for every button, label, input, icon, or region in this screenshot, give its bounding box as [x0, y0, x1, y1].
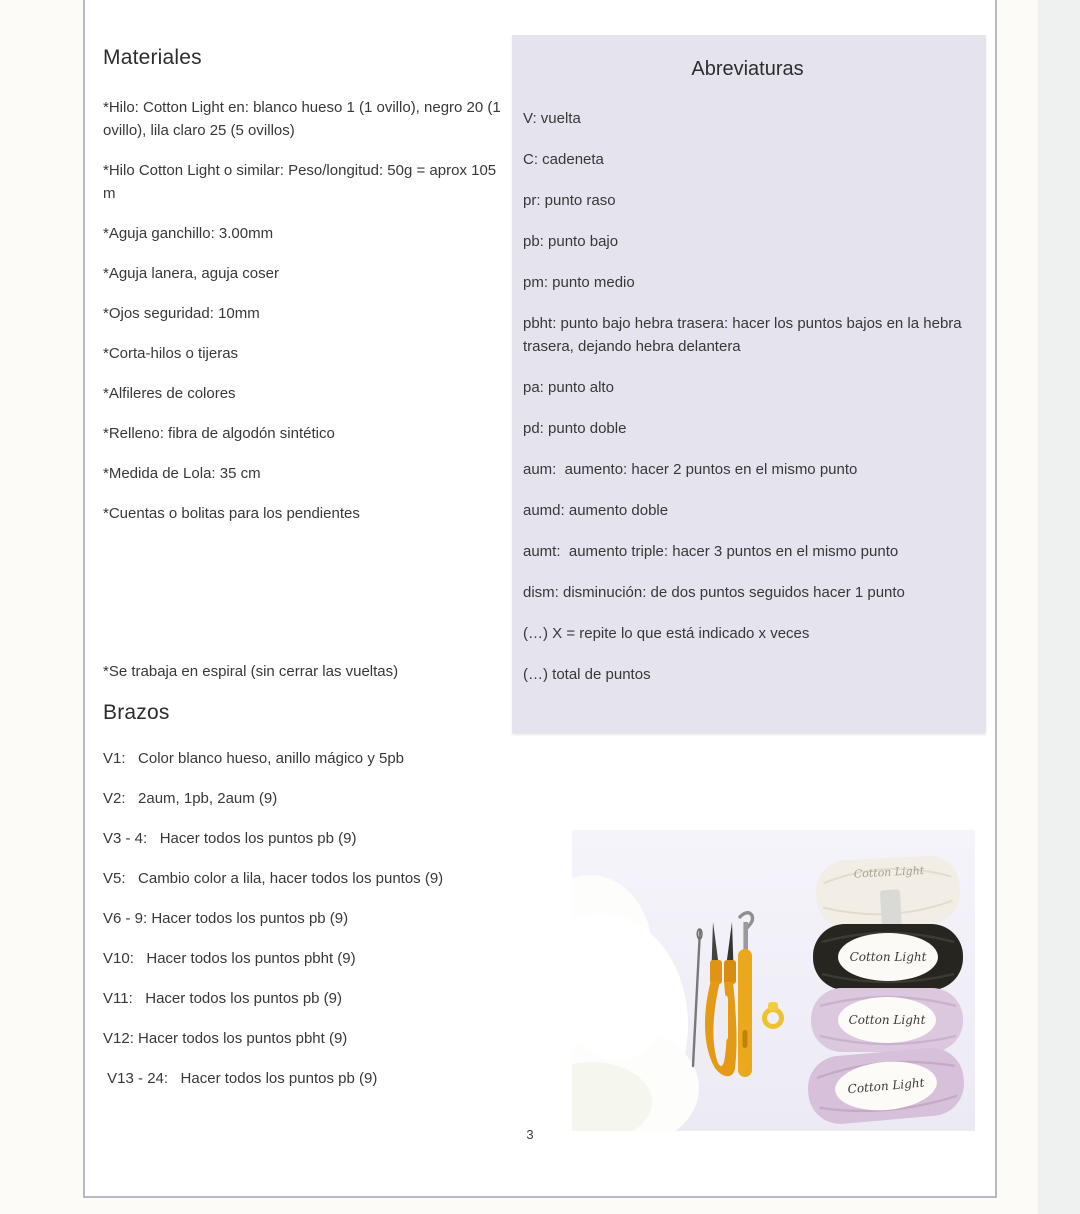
abbreviation-item: dism: disminución: de dos puntos seguidos hacer 1 punto — [523, 584, 905, 601]
material-item: *Aguja ganchillo: 3.00mm — [103, 225, 274, 242]
materials-photo — [572, 830, 975, 1131]
abbreviation-item: C: cadeneta — [523, 151, 604, 168]
arms-row: V13 - 24: Hacer todos los puntos pb (9) — [103, 1070, 378, 1087]
arms-row: V12: Hacer todos los puntos pbht (9) — [103, 1030, 348, 1047]
abbreviation-item: pa: punto alto — [523, 379, 614, 396]
viewer-background-band — [1038, 0, 1080, 1214]
arms-row: V10: Hacer todos los puntos pbht (9) — [103, 950, 356, 967]
material-item: *Alfileres de colores — [103, 385, 236, 402]
arms-row: V6 - 9: Hacer todos los puntos pb (9) — [103, 910, 349, 927]
material-item: *Aguja lanera, aguja coser — [103, 265, 279, 282]
arms-row: V2: 2aum, 1pb, 2aum (9) — [103, 790, 278, 807]
abbreviations-heading: Abreviaturas — [691, 58, 804, 80]
yarn-label: Cotton Light — [848, 1013, 926, 1027]
spiral-note: *Se trabaja en espiral (sin cerrar las vueltas) — [103, 663, 399, 680]
abbreviation-item: pm: punto medio — [523, 274, 635, 291]
abbreviation-item: pb: punto bajo — [523, 233, 619, 250]
yarn-skein-lilac-1 — [811, 988, 963, 1052]
material-item: *Cuentas o bolitas para los pendientes — [103, 505, 360, 522]
arms-heading: Brazos — [103, 701, 170, 724]
abbreviation-item: (…) total de puntos — [523, 666, 651, 683]
materials-section — [103, 46, 509, 1107]
yarn-label: Cotton Light — [849, 950, 927, 964]
abbreviation-item: aumt: aumento triple: hacer 3 puntos en el mismo punto — [523, 543, 899, 560]
material-item: *Ojos seguridad: 10mm — [103, 305, 260, 322]
arms-row: V11: Hacer todos los puntos pb (9) — [103, 990, 343, 1007]
material-item: *Relleno: fibra de algodón sintético — [103, 425, 335, 442]
yarn-skein-black — [813, 924, 963, 990]
abbreviation-item: pr: punto raso — [523, 192, 616, 209]
material-item: *Hilo: Cotton Light en: blanco hueso 1 (1 ovillo), negro 20 (1 ovillo), lila claro 25 (5 ovillos) — [103, 99, 505, 139]
abbreviation-item: (…) X = repite lo que está indicado x veces — [523, 625, 810, 642]
yarn-skein-cream — [814, 854, 961, 929]
arms-row: V1: Color blanco hueso, anillo mágico y 5pb — [103, 750, 405, 767]
abbreviation-item: pd: punto doble — [523, 420, 627, 437]
abbreviation-item: aum: aumento: hacer 2 puntos en el mismo punto — [523, 461, 858, 478]
abbreviations-box — [512, 35, 986, 733]
material-item: *Hilo Cotton Light o similar: Peso/longitud: 50g = aprox 105 m — [103, 162, 501, 202]
arms-row: V5: Cambio color a lila, hacer todos los puntos (9) — [103, 870, 444, 887]
abbreviation-item: aumd: aumento doble — [523, 502, 669, 519]
materials-heading: Materiales — [103, 46, 202, 69]
material-item: *Medida de Lola: 35 cm — [103, 465, 261, 482]
page-number: 3 — [526, 1127, 534, 1142]
abbreviation-item: pbht: punto bajo hebra trasera: hacer los puntos bajos en la hebra trasera, dejando hebra delantera — [523, 315, 966, 355]
material-item: *Corta-hilos o tijeras — [103, 345, 239, 362]
arms-row: V3 - 4: Hacer todos los puntos pb (9) — [103, 830, 357, 847]
abbreviation-item: V: vuelta — [523, 110, 581, 127]
yarn-label: Cotton Light — [853, 864, 925, 881]
yarn-label: Cotton Light — [847, 1075, 925, 1097]
